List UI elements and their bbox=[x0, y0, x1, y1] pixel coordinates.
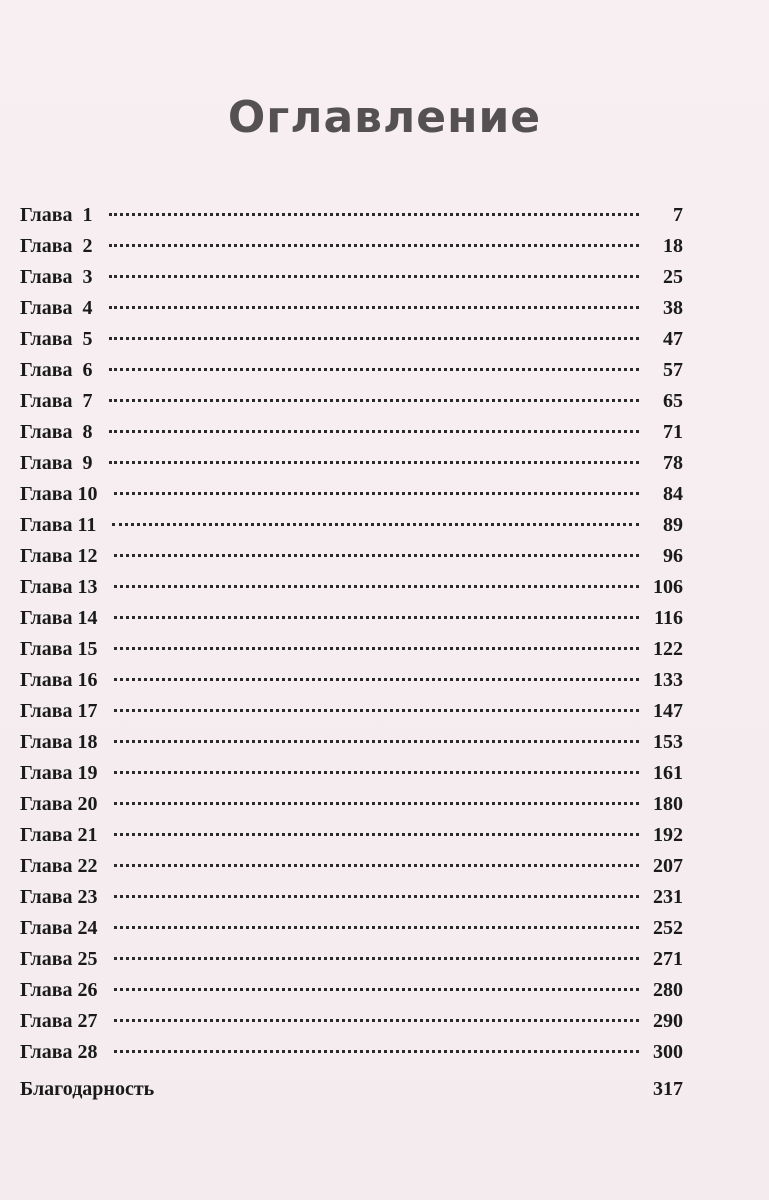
toc-page-number: 65 bbox=[663, 390, 683, 412]
dot-leader bbox=[114, 647, 640, 650]
toc-row bbox=[20, 948, 683, 979]
toc-page-number: 106 bbox=[653, 576, 683, 598]
toc-row bbox=[20, 1041, 683, 1072]
toc-label: Глава 2 bbox=[20, 235, 93, 257]
dot-leader bbox=[114, 585, 640, 588]
dot-leader bbox=[109, 306, 640, 309]
toc-row bbox=[20, 638, 683, 669]
toc-label: Глава 12 bbox=[20, 545, 98, 567]
toc-page-number: 161 bbox=[653, 762, 683, 784]
toc-row bbox=[20, 390, 683, 421]
toc-page-number: 207 bbox=[653, 855, 683, 877]
toc-page-number: 317 bbox=[653, 1078, 683, 1100]
toc-row bbox=[20, 359, 683, 390]
toc-row bbox=[20, 514, 683, 545]
toc-page-number: 96 bbox=[663, 545, 683, 567]
toc-label: Глава 9 bbox=[20, 452, 93, 474]
toc-label: Глава 14 bbox=[20, 607, 98, 629]
toc-page-number: 252 bbox=[653, 917, 683, 939]
toc-page-number: 231 bbox=[653, 886, 683, 908]
toc-row bbox=[20, 731, 683, 762]
toc-page-number: 147 bbox=[653, 700, 683, 722]
toc-page-number: 57 bbox=[663, 359, 683, 381]
toc-row bbox=[20, 328, 683, 359]
toc-page-number: 180 bbox=[653, 793, 683, 815]
toc-label: Глава 28 bbox=[20, 1041, 98, 1063]
toc-label: Глава 4 bbox=[20, 297, 93, 319]
toc-row bbox=[20, 576, 683, 607]
dot-leader bbox=[114, 616, 640, 619]
toc-page-number: 71 bbox=[663, 421, 683, 443]
toc-row bbox=[20, 235, 683, 266]
toc-row bbox=[20, 917, 683, 948]
dot-leader bbox=[109, 368, 640, 371]
toc-label: Глава 5 bbox=[20, 328, 93, 350]
dot-leader bbox=[109, 461, 640, 464]
toc-row bbox=[20, 700, 683, 731]
toc-label: Глава 6 bbox=[20, 359, 93, 381]
dot-leader bbox=[114, 1019, 640, 1022]
toc-label: Глава 19 bbox=[20, 762, 98, 784]
dot-leader bbox=[114, 1050, 640, 1053]
toc-page-number: 122 bbox=[653, 638, 683, 660]
dot-leader bbox=[109, 244, 640, 247]
dot-leader bbox=[114, 709, 640, 712]
dot-leader bbox=[114, 492, 640, 495]
dot-leader bbox=[114, 554, 640, 557]
toc-label: Глава 24 bbox=[20, 917, 98, 939]
toc-row bbox=[20, 545, 683, 576]
page-title: Оглавление bbox=[227, 92, 542, 143]
dot-leader bbox=[109, 213, 640, 216]
toc-label: Глава 23 bbox=[20, 886, 98, 908]
toc-row bbox=[20, 297, 683, 328]
toc-label: Глава 25 bbox=[20, 948, 98, 970]
toc-row bbox=[20, 762, 683, 793]
dot-leader bbox=[109, 399, 640, 402]
toc-label: Глава 7 bbox=[20, 390, 93, 412]
toc-row bbox=[20, 793, 683, 824]
toc-page-number: 84 bbox=[663, 483, 683, 505]
toc-row bbox=[20, 669, 683, 700]
toc-row bbox=[20, 204, 683, 235]
toc-page-number: 300 bbox=[653, 1041, 683, 1063]
toc-page-number: 116 bbox=[654, 607, 683, 629]
toc-row bbox=[20, 979, 683, 1010]
dot-leader bbox=[114, 926, 640, 929]
dot-leader bbox=[112, 523, 639, 526]
toc-row bbox=[20, 855, 683, 886]
toc-label: Глава 21 bbox=[20, 824, 98, 846]
toc-label: Глава 8 bbox=[20, 421, 93, 443]
dot-leader bbox=[114, 895, 640, 898]
dot-leader bbox=[114, 678, 640, 681]
dot-leader bbox=[170, 1087, 639, 1090]
toc-label: Глава 26 bbox=[20, 979, 98, 1001]
dot-leader bbox=[114, 740, 640, 743]
dot-leader bbox=[109, 337, 640, 340]
dot-leader bbox=[114, 802, 640, 805]
toc-row bbox=[20, 452, 683, 483]
toc-row bbox=[20, 483, 683, 514]
toc-label: Глава 18 bbox=[20, 731, 98, 753]
toc-page-number: 25 bbox=[663, 266, 683, 288]
toc-page-number: 38 bbox=[663, 297, 683, 319]
dot-leader bbox=[114, 864, 640, 867]
toc-page-number: 47 bbox=[663, 328, 683, 350]
toc-row bbox=[20, 886, 683, 917]
toc-row bbox=[20, 266, 683, 297]
toc-page-number: 153 bbox=[653, 731, 683, 753]
toc-label: Глава 3 bbox=[20, 266, 93, 288]
toc-page-number: 192 bbox=[653, 824, 683, 846]
toc-label: Глава 10 bbox=[20, 483, 98, 505]
toc-label: Глава 16 bbox=[20, 669, 98, 691]
toc-row bbox=[20, 421, 683, 452]
toc-label: Глава 15 bbox=[20, 638, 98, 660]
toc-label: Глава 13 bbox=[20, 576, 98, 598]
toc-label: Глава 1 bbox=[20, 204, 93, 226]
dot-leader bbox=[114, 957, 640, 960]
toc-label: Глава 17 bbox=[20, 700, 98, 722]
toc-row-acknowledgements bbox=[20, 1078, 683, 1109]
toc-label: Благодарность bbox=[20, 1078, 155, 1100]
toc-page-number: 271 bbox=[653, 948, 683, 970]
toc-page-number: 280 bbox=[653, 979, 683, 1001]
toc-page-number: 290 bbox=[653, 1010, 683, 1032]
dot-leader bbox=[109, 275, 640, 278]
dot-leader bbox=[109, 430, 640, 433]
toc-page-number: 78 bbox=[663, 452, 683, 474]
dot-leader bbox=[114, 771, 640, 774]
toc-label: Глава 22 bbox=[20, 855, 98, 877]
table-of-contents bbox=[20, 204, 683, 1109]
toc-label: Глава 27 bbox=[20, 1010, 98, 1032]
toc-page-number: 89 bbox=[663, 514, 683, 536]
dot-leader bbox=[114, 833, 640, 836]
toc-row bbox=[20, 1010, 683, 1041]
toc-page-number: 133 bbox=[653, 669, 683, 691]
toc-row bbox=[20, 824, 683, 855]
dot-leader bbox=[114, 988, 640, 991]
toc-label: Глава 20 bbox=[20, 793, 98, 815]
toc-label: Глава 11 bbox=[20, 514, 97, 536]
toc-row bbox=[20, 607, 683, 638]
toc-page-number: 7 bbox=[673, 204, 683, 226]
toc-page-number: 18 bbox=[663, 235, 683, 257]
